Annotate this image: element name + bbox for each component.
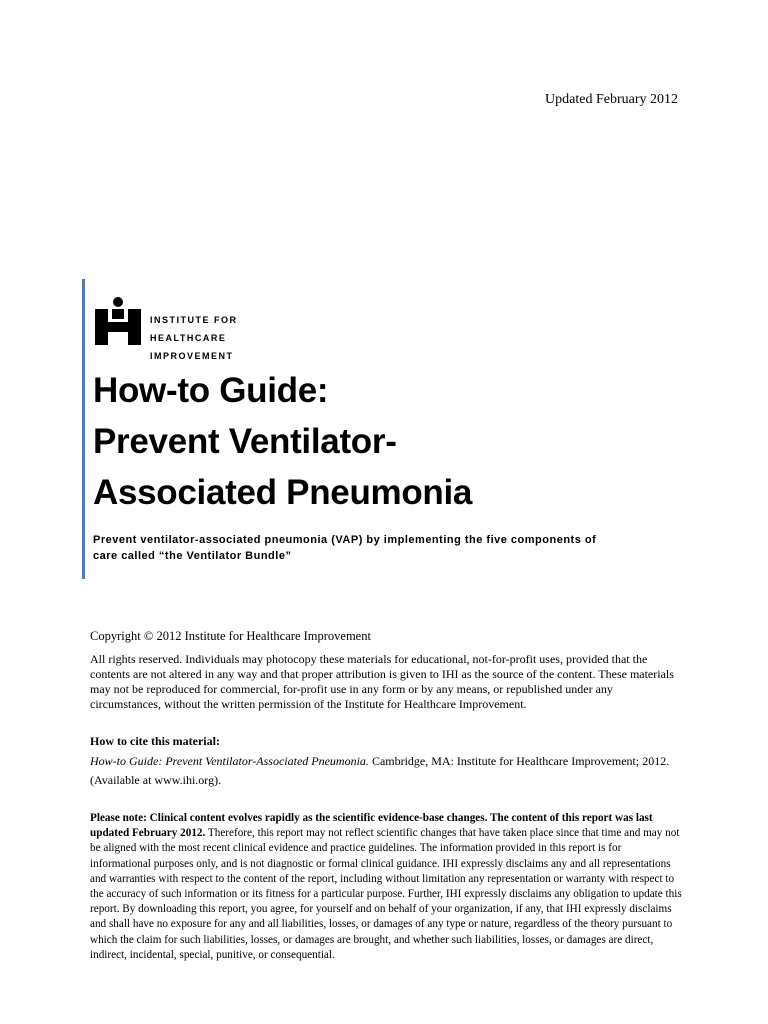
logo-line-2: HEALTHCARE xyxy=(150,333,227,343)
logo-line-3: IMPROVEMENT xyxy=(150,351,234,361)
document-title xyxy=(93,365,472,518)
title-block xyxy=(82,279,682,579)
title-line-2: Prevent Ventilator- xyxy=(93,422,397,461)
logo-line-1: INSTITUTE FOR xyxy=(150,315,238,325)
citation-rest: Cambridge, MA: Institute for Healthcare Improvement; 2012. (Available at www.ihi.org). xyxy=(90,754,670,787)
disclaimer-bold: Please note: Clinical content evolves rapidly as the scientific evidence-base changes. The content of this report was last updated February 2012. xyxy=(90,812,653,840)
copyright-notice: Copyright © 2012 Institute for Healthcare Improvement xyxy=(90,629,371,643)
logo-text xyxy=(150,311,238,365)
disclaimer-rest: Therefore, this report may not reflect scientific changes that have taken place since that time and may not be aligned with the most recent clinical evidence and practice guidelines. The information provided in this report is for informational purposes only, and is not diagnostic or formal clinical guidance. IHI expressly disclaims any and all representations and warranties with respect to the content of the report, including without limitation any representation or warranty with respect to the accuracy of such information or its fitness for a particular purpose. Further, IHI expressly disclaims any obligation to update this report. By downloading this report, you agree, for yourself and on behalf of your organization, if any, that IHI expressly disclaims and shall have no exposure for any and all liabilities, losses, or damages of any type or nature, regardless of the theory pursuant to which the claim for such liabilities, losses, or damages are brought, and whether such liabilities, losses, or damages are direct, indirect, incidental, special, punitive, or consequential. xyxy=(90,827,682,961)
title-line-1: How-to Guide: xyxy=(93,371,329,410)
citation-body xyxy=(90,752,680,790)
ihi-logo xyxy=(95,297,295,361)
document-subtitle: Prevent ventilator-associated pneumonia (VAP) by implementing the five components of care called “the Ventilator Bundle” xyxy=(93,534,597,562)
updated-date: Updated February 2012 xyxy=(545,92,678,107)
title-line-3: Associated Pneumonia xyxy=(93,473,473,512)
citation-heading: How to cite this material: xyxy=(90,734,220,748)
rights-paragraph: All rights reserved. Individuals may photocopy these materials for educational, not-for-profit uses, provided that the contents are not altered in any way and that proper attribution is given to IHI as the source of the content. These materials may not be reproduced for commercial, for-profit use in any form or by any means, or republished under any circumstances, without the written permission of the Institute for Healthcare Improvement. xyxy=(90,652,674,711)
disclaimer-note xyxy=(90,811,682,963)
ihi-logo-icon xyxy=(95,297,141,345)
citation-title: How-to Guide: Prevent Ventilator-Associated Pneumonia. xyxy=(90,754,369,768)
